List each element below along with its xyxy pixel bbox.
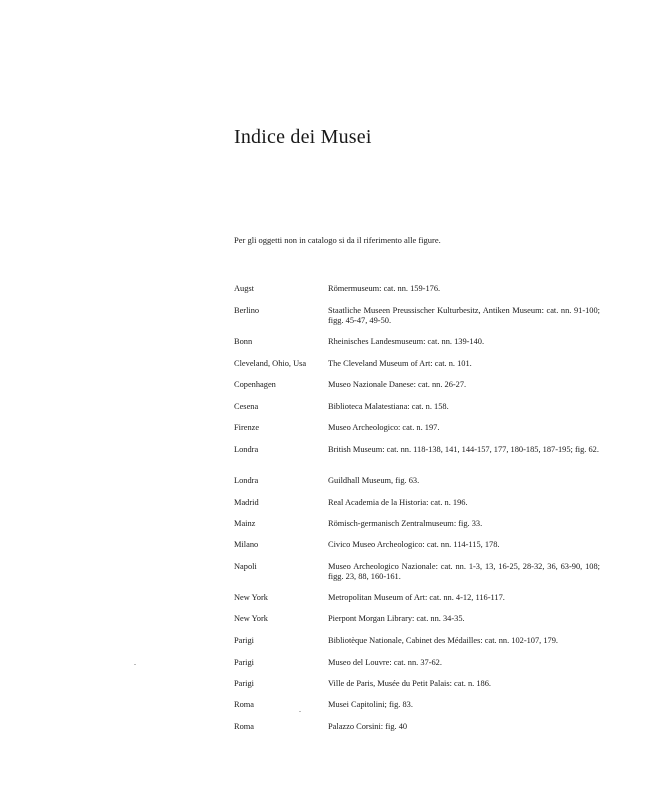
index-row — [234, 445, 604, 476]
museum-ref: Museo Nazionale Danese: cat. nn. 26-27. — [328, 380, 467, 389]
city: Augst — [234, 284, 255, 293]
index-row — [234, 540, 604, 562]
museum-ref: Palazzo Corsini: fig. 40 — [328, 722, 408, 731]
index-row — [234, 359, 604, 380]
city: Milano — [234, 540, 259, 549]
index-row — [234, 337, 604, 359]
museum-ref: Römisch-germanisch Zentralmuseum: fig. 33. — [328, 519, 483, 528]
index-row — [234, 562, 604, 593]
city: Parigi — [234, 679, 255, 688]
city: Madrid — [234, 498, 259, 507]
city: Londra — [234, 476, 259, 485]
index-row — [234, 722, 604, 742]
index-row — [234, 423, 604, 445]
index-row — [234, 700, 604, 722]
intro-text: Per gli oggetti non in catalogo si da il riferimento alle figure. — [234, 235, 441, 245]
museum-ref: Real Academia de la Historia: cat. n. 196. — [328, 498, 468, 507]
city: Parigi — [234, 658, 255, 667]
city: Cesena — [234, 402, 259, 411]
city: Napoli — [234, 562, 257, 571]
index-row — [234, 614, 604, 636]
museum-ref: Rheinisches Landesmuseum: cat. nn. 139-140. — [328, 337, 485, 346]
museum-ref: Metropolitan Museum of Art: cat. nn. 4-12, 116-117. — [328, 593, 505, 602]
index-row — [234, 306, 604, 337]
museum-index — [234, 284, 604, 742]
index-row — [234, 402, 604, 423]
city: Copenhagen — [234, 380, 276, 389]
museum-ref: Musei Capitolini; fig. 83. — [328, 700, 413, 709]
city: Berlino — [234, 306, 260, 315]
museum-ref: Biblioteca Malatestiana: cat. n. 158. — [328, 402, 449, 411]
city: Londra — [234, 445, 259, 454]
city: Roma — [234, 700, 255, 709]
museum-ref: Museo Archeologico: cat. n. 197. — [328, 423, 440, 432]
scan-speck — [134, 664, 136, 665]
page-title: Indice dei Musei — [234, 126, 372, 148]
scan-speck — [299, 711, 301, 712]
city: New York — [234, 614, 268, 623]
museum-ref: Bibliotèque Nationale, Cabinet des Médailles: cat. nn. 102-107, 179. — [328, 636, 559, 645]
museum-ref: Museo del Louvre: cat. nn. 37-62. — [328, 658, 442, 667]
city: Parigi — [234, 636, 255, 645]
city: New York — [234, 593, 268, 602]
city: Mainz — [234, 519, 256, 528]
city: Firenze — [234, 423, 260, 432]
index-row — [234, 636, 604, 658]
museum-ref: Staatliche Museen Preussischer Kulturbesitz, Antiken Museum: cat. nn. 91-100; figg. 45-47, 49-50. — [328, 306, 600, 325]
city: Roma — [234, 722, 255, 731]
index-row — [234, 679, 604, 700]
index-row — [234, 519, 604, 540]
index-row — [234, 380, 604, 402]
museum-ref: Pierpont Morgan Library: cat. nn. 34-35. — [328, 614, 465, 623]
index-row — [234, 476, 604, 498]
museum-ref: Civico Museo Archeologico: cat. nn. 114-115, 178. — [328, 540, 500, 549]
museum-ref: Römermuseum: cat. nn. 159-176. — [328, 284, 441, 293]
index-row — [234, 498, 604, 519]
city: Cleveland, Ohio, Usa — [234, 359, 307, 368]
index-row — [234, 658, 604, 679]
museum-ref: Museo Archeologico Nazionale: cat. nn. 1-3, 13, 16-25, 28-32, 36, 63-90, 108; figg. 23, 88, 160-161. — [328, 562, 600, 581]
city: Bonn — [234, 337, 253, 346]
index-row — [234, 284, 604, 306]
museum-ref: British Museum: cat. nn. 118-138, 141, 144-157, 177, 180-185, 187-195; fig. 62. — [328, 445, 599, 454]
museum-ref: Guildhall Museum, fig. 63. — [328, 476, 420, 485]
museum-ref: Ville de Paris, Musée du Petit Palais: cat. n. 186. — [328, 679, 492, 688]
index-row — [234, 593, 604, 614]
museum-ref: The Cleveland Museum of Art: cat. n. 101. — [328, 359, 472, 368]
